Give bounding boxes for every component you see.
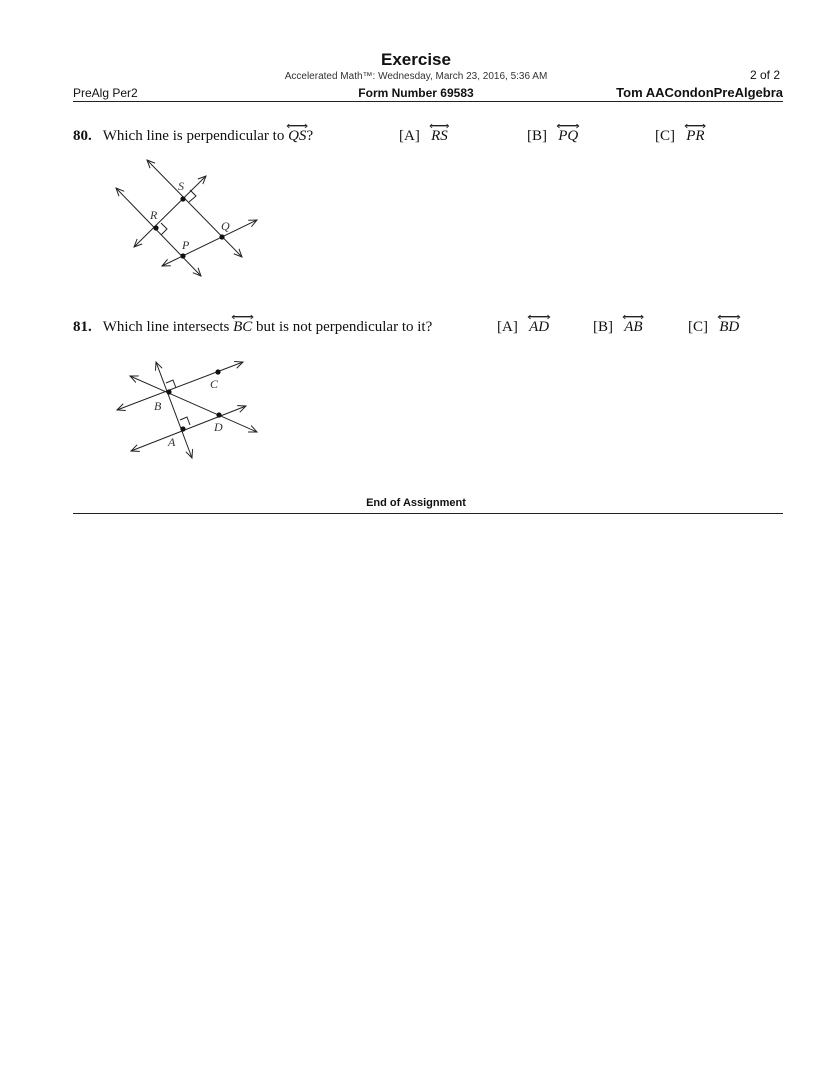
line-symbol: AD (529, 319, 549, 336)
question-text: Which line intersects (102, 319, 234, 335)
end-of-assignment: End of Assignment (366, 497, 466, 509)
line-symbol: AB (624, 319, 642, 336)
line-symbol: PR (686, 128, 704, 145)
question-text-end: but is not perpendicular to it? (252, 319, 433, 335)
figure-81 (110, 355, 265, 465)
generator-meta: Accelerated Math™: Wednesday, March 23, 2016, 5:36 AM (284, 71, 548, 82)
label-q: Q (221, 219, 230, 233)
label-a: A (168, 435, 176, 449)
point-s (180, 196, 185, 201)
form-number: Form Number 69583 (358, 86, 474, 100)
line-arrow-icon (717, 314, 741, 320)
line-ad (131, 406, 246, 451)
page-title: Exercise (381, 50, 451, 69)
footer-divider (73, 513, 783, 514)
point-d (216, 412, 221, 417)
point-b (166, 389, 171, 394)
line-sq (147, 160, 242, 257)
page-number: 2 of 2 (749, 68, 780, 82)
label-p: P (182, 238, 190, 252)
right-angle-mark-b (166, 380, 176, 388)
right-angle-mark-a (180, 417, 190, 425)
line-arrow-icon (556, 123, 580, 129)
line-symbol: BD (719, 319, 739, 336)
label-c: C (210, 377, 219, 391)
question-text-end: ? (306, 128, 314, 144)
choice-b[interactable]: [B] PQ (527, 128, 578, 145)
class-name: PreAlg Per2 (73, 86, 138, 100)
label-s: S (178, 179, 184, 193)
line-rp (116, 188, 201, 276)
line-arrow-icon (527, 314, 551, 320)
point-a (180, 426, 185, 431)
line-rs (134, 176, 206, 247)
label-d: D (214, 420, 223, 434)
choice-b[interactable]: [B] AB (593, 319, 643, 336)
choice-c[interactable]: [C] BD (688, 319, 739, 336)
line-bd (130, 376, 257, 432)
header-divider (73, 101, 783, 102)
label-r: R (150, 208, 158, 222)
line-arrow-icon (429, 123, 450, 129)
question-81-prompt (73, 319, 432, 336)
line-arrow-icon (684, 123, 706, 129)
line-pq (162, 220, 257, 266)
student-name: Tom AACondonPreAlgebra (616, 85, 783, 100)
line-bc (117, 362, 243, 410)
choice-c[interactable]: [C] PR (655, 128, 705, 145)
question-text: Which line is perpendicular to (102, 128, 289, 144)
choice-a[interactable]: [A] RS (399, 128, 448, 145)
right-angle-mark-r (161, 223, 167, 235)
point-q (219, 234, 224, 239)
question-number: 80. (73, 128, 92, 144)
line-symbol: BC (233, 319, 252, 336)
line-symbol: PQ (558, 128, 578, 145)
point-c (215, 369, 220, 374)
choice-a[interactable]: [A] AD (497, 319, 549, 336)
line-arrow-icon (286, 123, 308, 129)
line-symbol: RS (431, 128, 448, 145)
point-r (153, 225, 158, 230)
line-arrow-icon (231, 314, 254, 320)
figure-80 (105, 155, 270, 285)
line-symbol: QS (288, 128, 306, 145)
point-p (180, 253, 185, 258)
label-b: B (154, 399, 162, 413)
question-number: 81. (73, 319, 92, 335)
line-arrow-icon (622, 314, 644, 320)
question-80-prompt (73, 128, 313, 145)
